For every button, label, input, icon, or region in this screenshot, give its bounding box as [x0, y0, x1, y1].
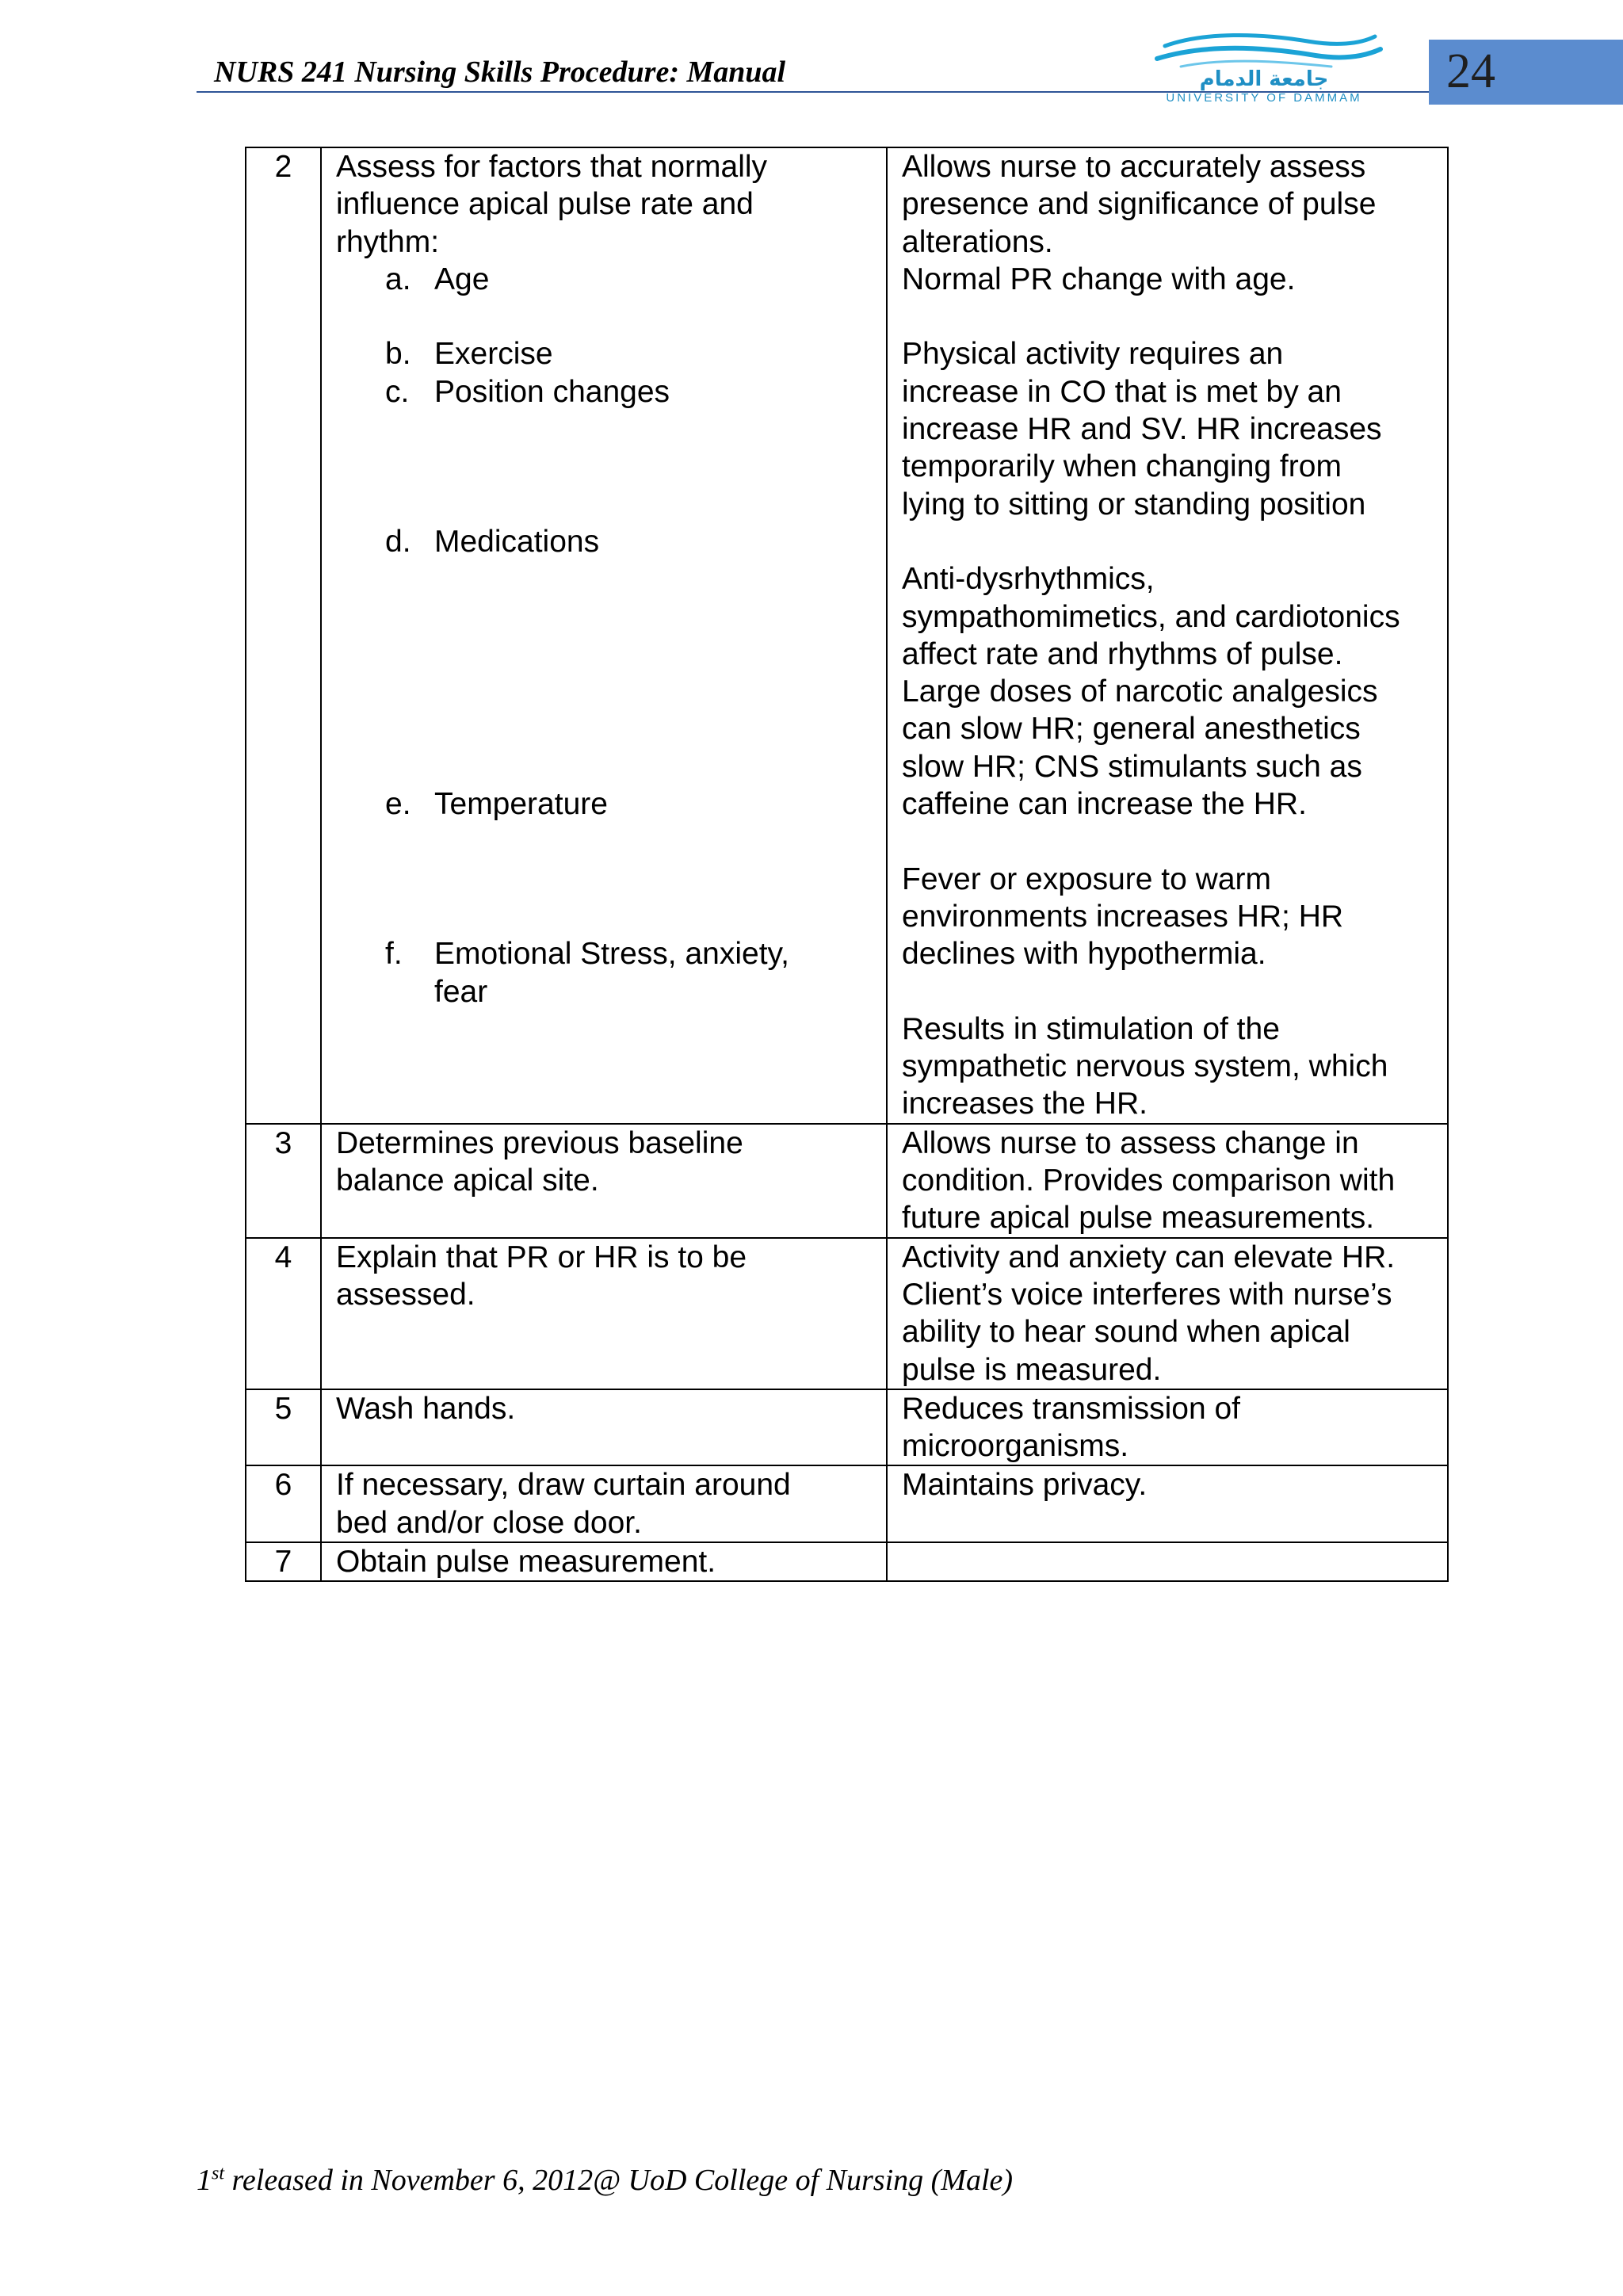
step-number: 6: [246, 1465, 321, 1542]
cell-text: Assess for factors that normally influence apical pulse rate and rhythm:: [336, 150, 768, 259]
cell-text: Physical activity requires an increase in CO that is met by an increase HR and SV. HR increases temporarily when changing from lying to sitting or standing position: [902, 337, 1382, 521]
cell-text: If necessary, draw curtain around bed and/or close door.: [336, 1468, 791, 1540]
cell-text: Normal PR change with age.: [902, 262, 1296, 296]
university-logo: [1133, 30, 1395, 105]
step-action-cell: [321, 1542, 887, 1581]
sub-item-text: Emotional Stress, anxiety, fear: [434, 937, 789, 1009]
step-number: 2: [246, 147, 321, 1124]
blank-line: [902, 523, 1433, 560]
blank-line: [336, 748, 872, 785]
blank-line: [336, 598, 872, 636]
table-row: [246, 1124, 1448, 1238]
footer-ordinal: 1: [197, 2164, 212, 2197]
step-action-cell: [321, 1389, 887, 1466]
blank-line: [336, 823, 872, 860]
sub-item-label: c.: [385, 374, 410, 409]
step-number: 5: [246, 1389, 321, 1466]
sub-item-text: Position changes: [434, 374, 670, 409]
document-footer: [197, 2162, 1013, 2199]
step-action-cell: [321, 1124, 887, 1238]
blank-line: [336, 861, 872, 898]
step-rationale-cell: [887, 1389, 1448, 1466]
procedure-table-body: [246, 147, 1448, 1581]
sub-item-label: f.: [385, 937, 403, 972]
blank-line: [336, 298, 872, 335]
sub-item: [336, 373, 872, 411]
procedure-table: [245, 147, 1449, 1582]
sub-item-label: b.: [385, 337, 411, 372]
cell-text: Anti-dysrhythmics, sympathomimetics, and cardiotonics affect rate and rhythms of pulse. Large doses of narcotic analgesics can slow HR; general anesthetics slow HR; CNS stimulants such as caffeine can increase the HR.: [902, 562, 1400, 822]
cell-text: Allows nurse to assess change in condition. Provides comparison with future apical pulse measurements.: [902, 1125, 1396, 1236]
table-row: [246, 1389, 1448, 1466]
sub-item-text: Exercise: [434, 337, 553, 372]
sub-item: [336, 785, 872, 823]
footer-text: released in November 6, 2012@ UoD College of Nursing (Male): [224, 2164, 1014, 2197]
step-action-cell: [321, 1465, 887, 1542]
sub-item-label: d.: [385, 524, 411, 559]
step-action-cell: [321, 147, 887, 1124]
sub-item-text: Medications: [434, 524, 600, 559]
table-row: [246, 1238, 1448, 1389]
blank-line: [336, 636, 872, 673]
sub-item-label: a.: [385, 262, 411, 296]
sub-item: [336, 335, 872, 372]
cell-text: Wash hands.: [336, 1391, 516, 1426]
step-number: 7: [246, 1542, 321, 1581]
page-number: 24: [1446, 44, 1495, 98]
step-rationale-cell: [887, 1465, 1448, 1542]
cell-text: Results in stimulation of the sympathetic nervous system, which increases the HR.: [902, 1011, 1388, 1121]
blank-line: [336, 898, 872, 935]
table-row: [246, 1542, 1448, 1581]
blank-line: [336, 560, 872, 598]
step-rationale-cell: [887, 147, 1448, 1124]
sub-item: [336, 523, 872, 560]
cell-text: Activity and anxiety can elevate HR. Client’s voice interferes with nurse’s ability to hear sound when apical pulse is measured.: [902, 1240, 1396, 1387]
blank-line: [902, 973, 1433, 1010]
sub-item-text: Temperature: [434, 787, 608, 822]
logo-arabic-text: جامعة الدمام: [1199, 67, 1329, 91]
sub-item: [336, 935, 872, 1010]
cell-text: Determines previous baseline balance apical site.: [336, 1125, 743, 1198]
cell-text: Obtain pulse measurement.: [336, 1544, 716, 1579]
blank-line: [336, 710, 872, 747]
table-row: [246, 147, 1448, 1124]
logo-english-text: UNIVERSITY OF DAMMAM: [1166, 91, 1362, 105]
step-number: 4: [246, 1238, 321, 1389]
blank-line: [336, 673, 872, 710]
sub-item-text: Age: [434, 262, 490, 296]
blank-line: [336, 411, 872, 448]
document-header-title: NURS 241 Nursing Skills Procedure: Manual: [214, 55, 786, 89]
cell-text: Fever or exposure to warm environments increases HR; HR declines with hypothermia.: [902, 861, 1344, 972]
cell-text: Reduces transmission of microorganisms.: [902, 1391, 1241, 1464]
step-rationale-cell: [887, 1124, 1448, 1238]
blank-line: [336, 486, 872, 523]
sub-item: [336, 261, 872, 298]
table-row: [246, 1465, 1448, 1542]
step-rationale-cell: [887, 1238, 1448, 1389]
cell-text: Explain that PR or HR is to be assessed.: [336, 1240, 747, 1312]
blank-line: [902, 298, 1433, 335]
sub-item-label: e.: [385, 787, 411, 822]
blank-line: [902, 823, 1433, 860]
step-action-cell: [321, 1238, 887, 1389]
cell-text: Maintains privacy.: [902, 1468, 1148, 1503]
blank-line: [336, 448, 872, 485]
cell-text: Allows nurse to accurately assess presence and significance of pulse alterations.: [902, 150, 1377, 259]
page-number-box: [1429, 40, 1623, 105]
footer-ordinal-suffix: st: [212, 2163, 225, 2184]
step-number: 3: [246, 1124, 321, 1238]
step-rationale-cell: [887, 1542, 1448, 1581]
